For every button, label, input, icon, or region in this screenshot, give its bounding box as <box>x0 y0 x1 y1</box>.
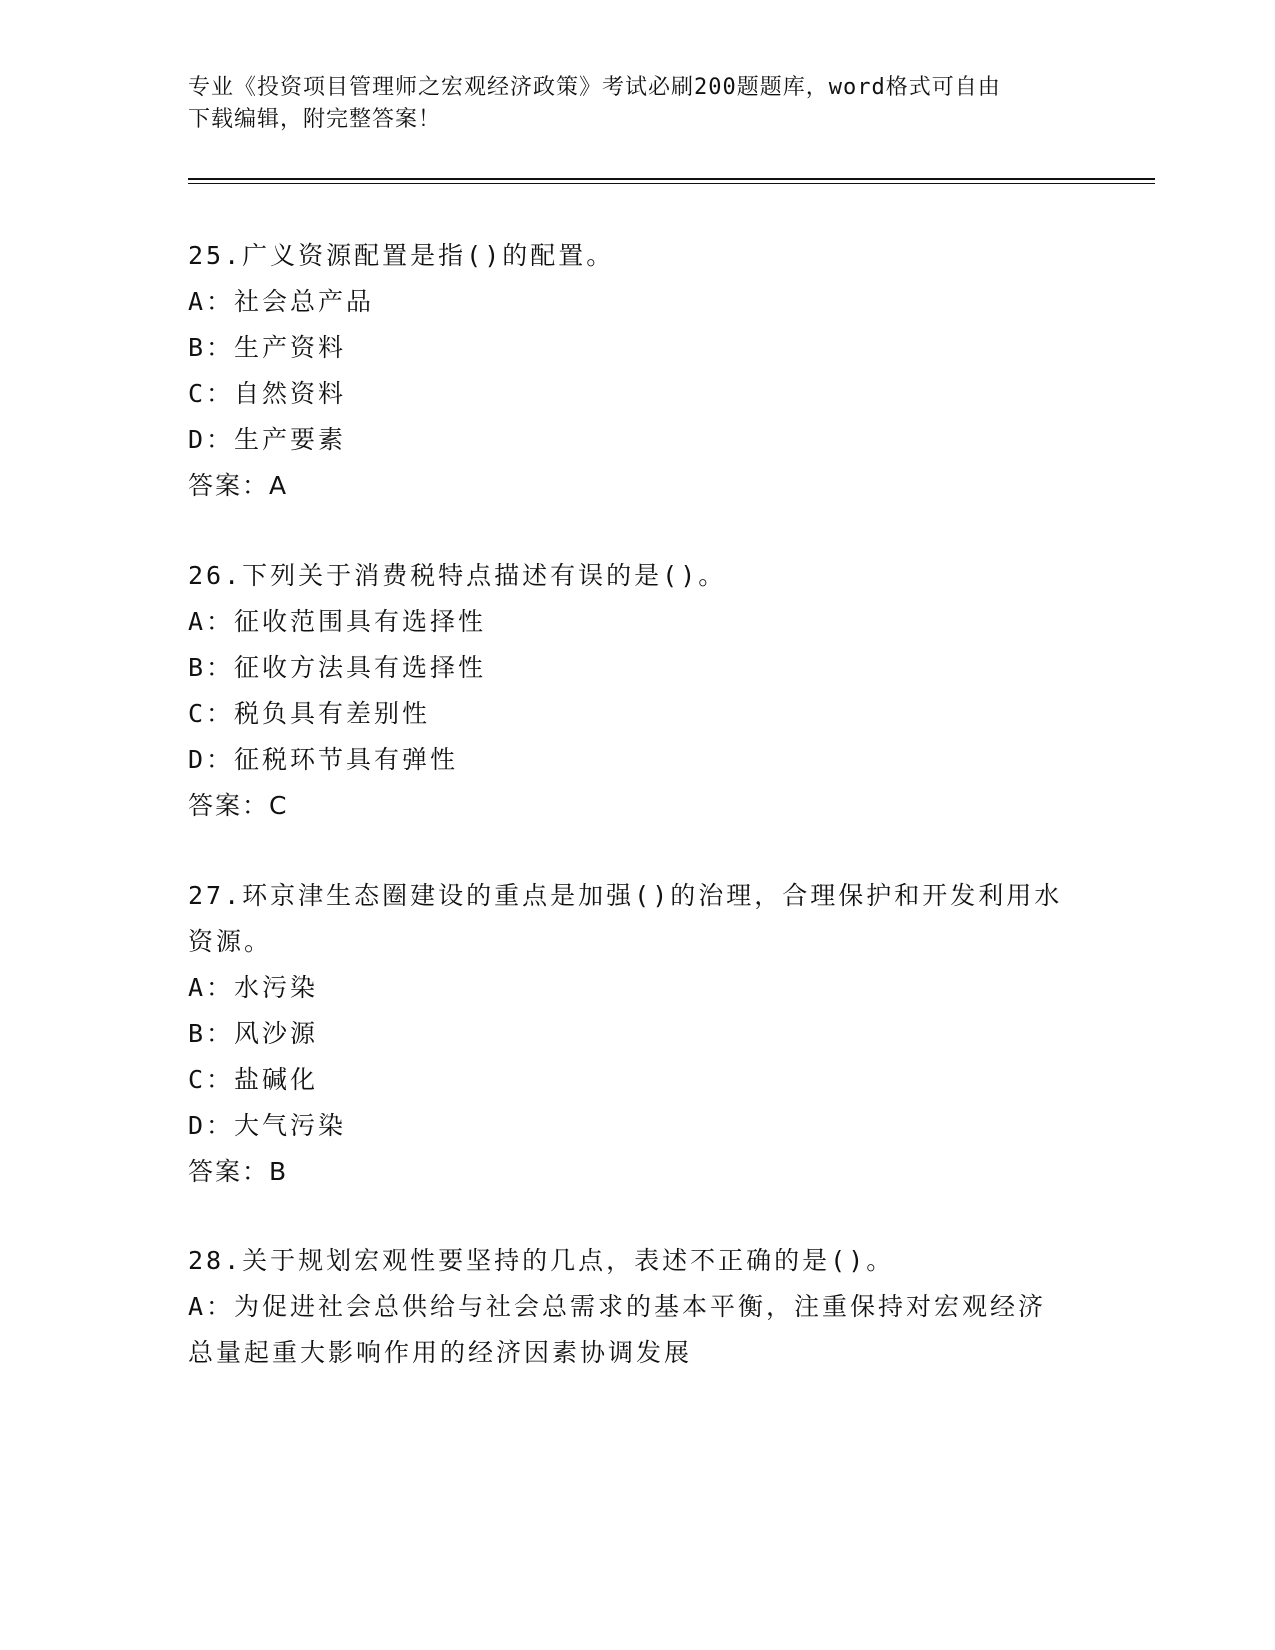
option-b: B：生产资料 <box>188 333 347 362</box>
answer: 答案：A <box>188 471 289 500</box>
option-a-line-1: A：为促进社会总供给与社会总需求的基本平衡，注重保持对宏观经济 <box>188 1292 1047 1321</box>
header-divider-bottom <box>188 183 1155 184</box>
header-line-2: 下载编辑，附完整答案！ <box>188 107 442 132</box>
question-stem: 26.下列关于消费税特点描述有误的是()。 <box>188 561 727 590</box>
option-d: D：征税环节具有弹性 <box>188 745 459 774</box>
option-b: B：风沙源 <box>188 1019 319 1048</box>
question-25 <box>188 233 1088 509</box>
option-c: C：税负具有差别性 <box>188 699 431 728</box>
answer: 答案：C <box>188 791 289 820</box>
header-line-1: 专业《投资项目管理师之宏观经济政策》考试必刷200题题库，word格式可自由 <box>188 75 1001 100</box>
question-stem: 28.关于规划宏观性要坚持的几点，表述不正确的是()。 <box>188 1246 895 1275</box>
option-c: C：盐碱化 <box>188 1065 319 1094</box>
question-stem-line-1: 27.环京津生态圈建设的重点是加强()的治理，合理保护和开发利用水 <box>188 881 1063 910</box>
option-a: A：社会总产品 <box>188 287 375 316</box>
option-b: B：征收方法具有选择性 <box>188 653 487 682</box>
option-d: D：生产要素 <box>188 425 347 454</box>
option-d: D：大气污染 <box>188 1111 347 1140</box>
question-26 <box>188 553 1088 829</box>
option-a: A：征收范围具有选择性 <box>188 607 487 636</box>
question-stem-line-2: 资源。 <box>188 927 273 956</box>
question-stem: 25.广义资源配置是指()的配置。 <box>188 241 615 270</box>
option-c: C：自然资料 <box>188 379 347 408</box>
answer: 答案：B <box>188 1157 289 1186</box>
header-divider-top <box>188 178 1155 180</box>
question-28 <box>188 1238 1088 1376</box>
option-a: A：水污染 <box>188 973 319 1002</box>
option-a-line-2: 总量起重大影响作用的经济因素协调发展 <box>188 1338 693 1367</box>
question-27 <box>188 873 1088 1195</box>
document-header <box>188 72 1088 136</box>
